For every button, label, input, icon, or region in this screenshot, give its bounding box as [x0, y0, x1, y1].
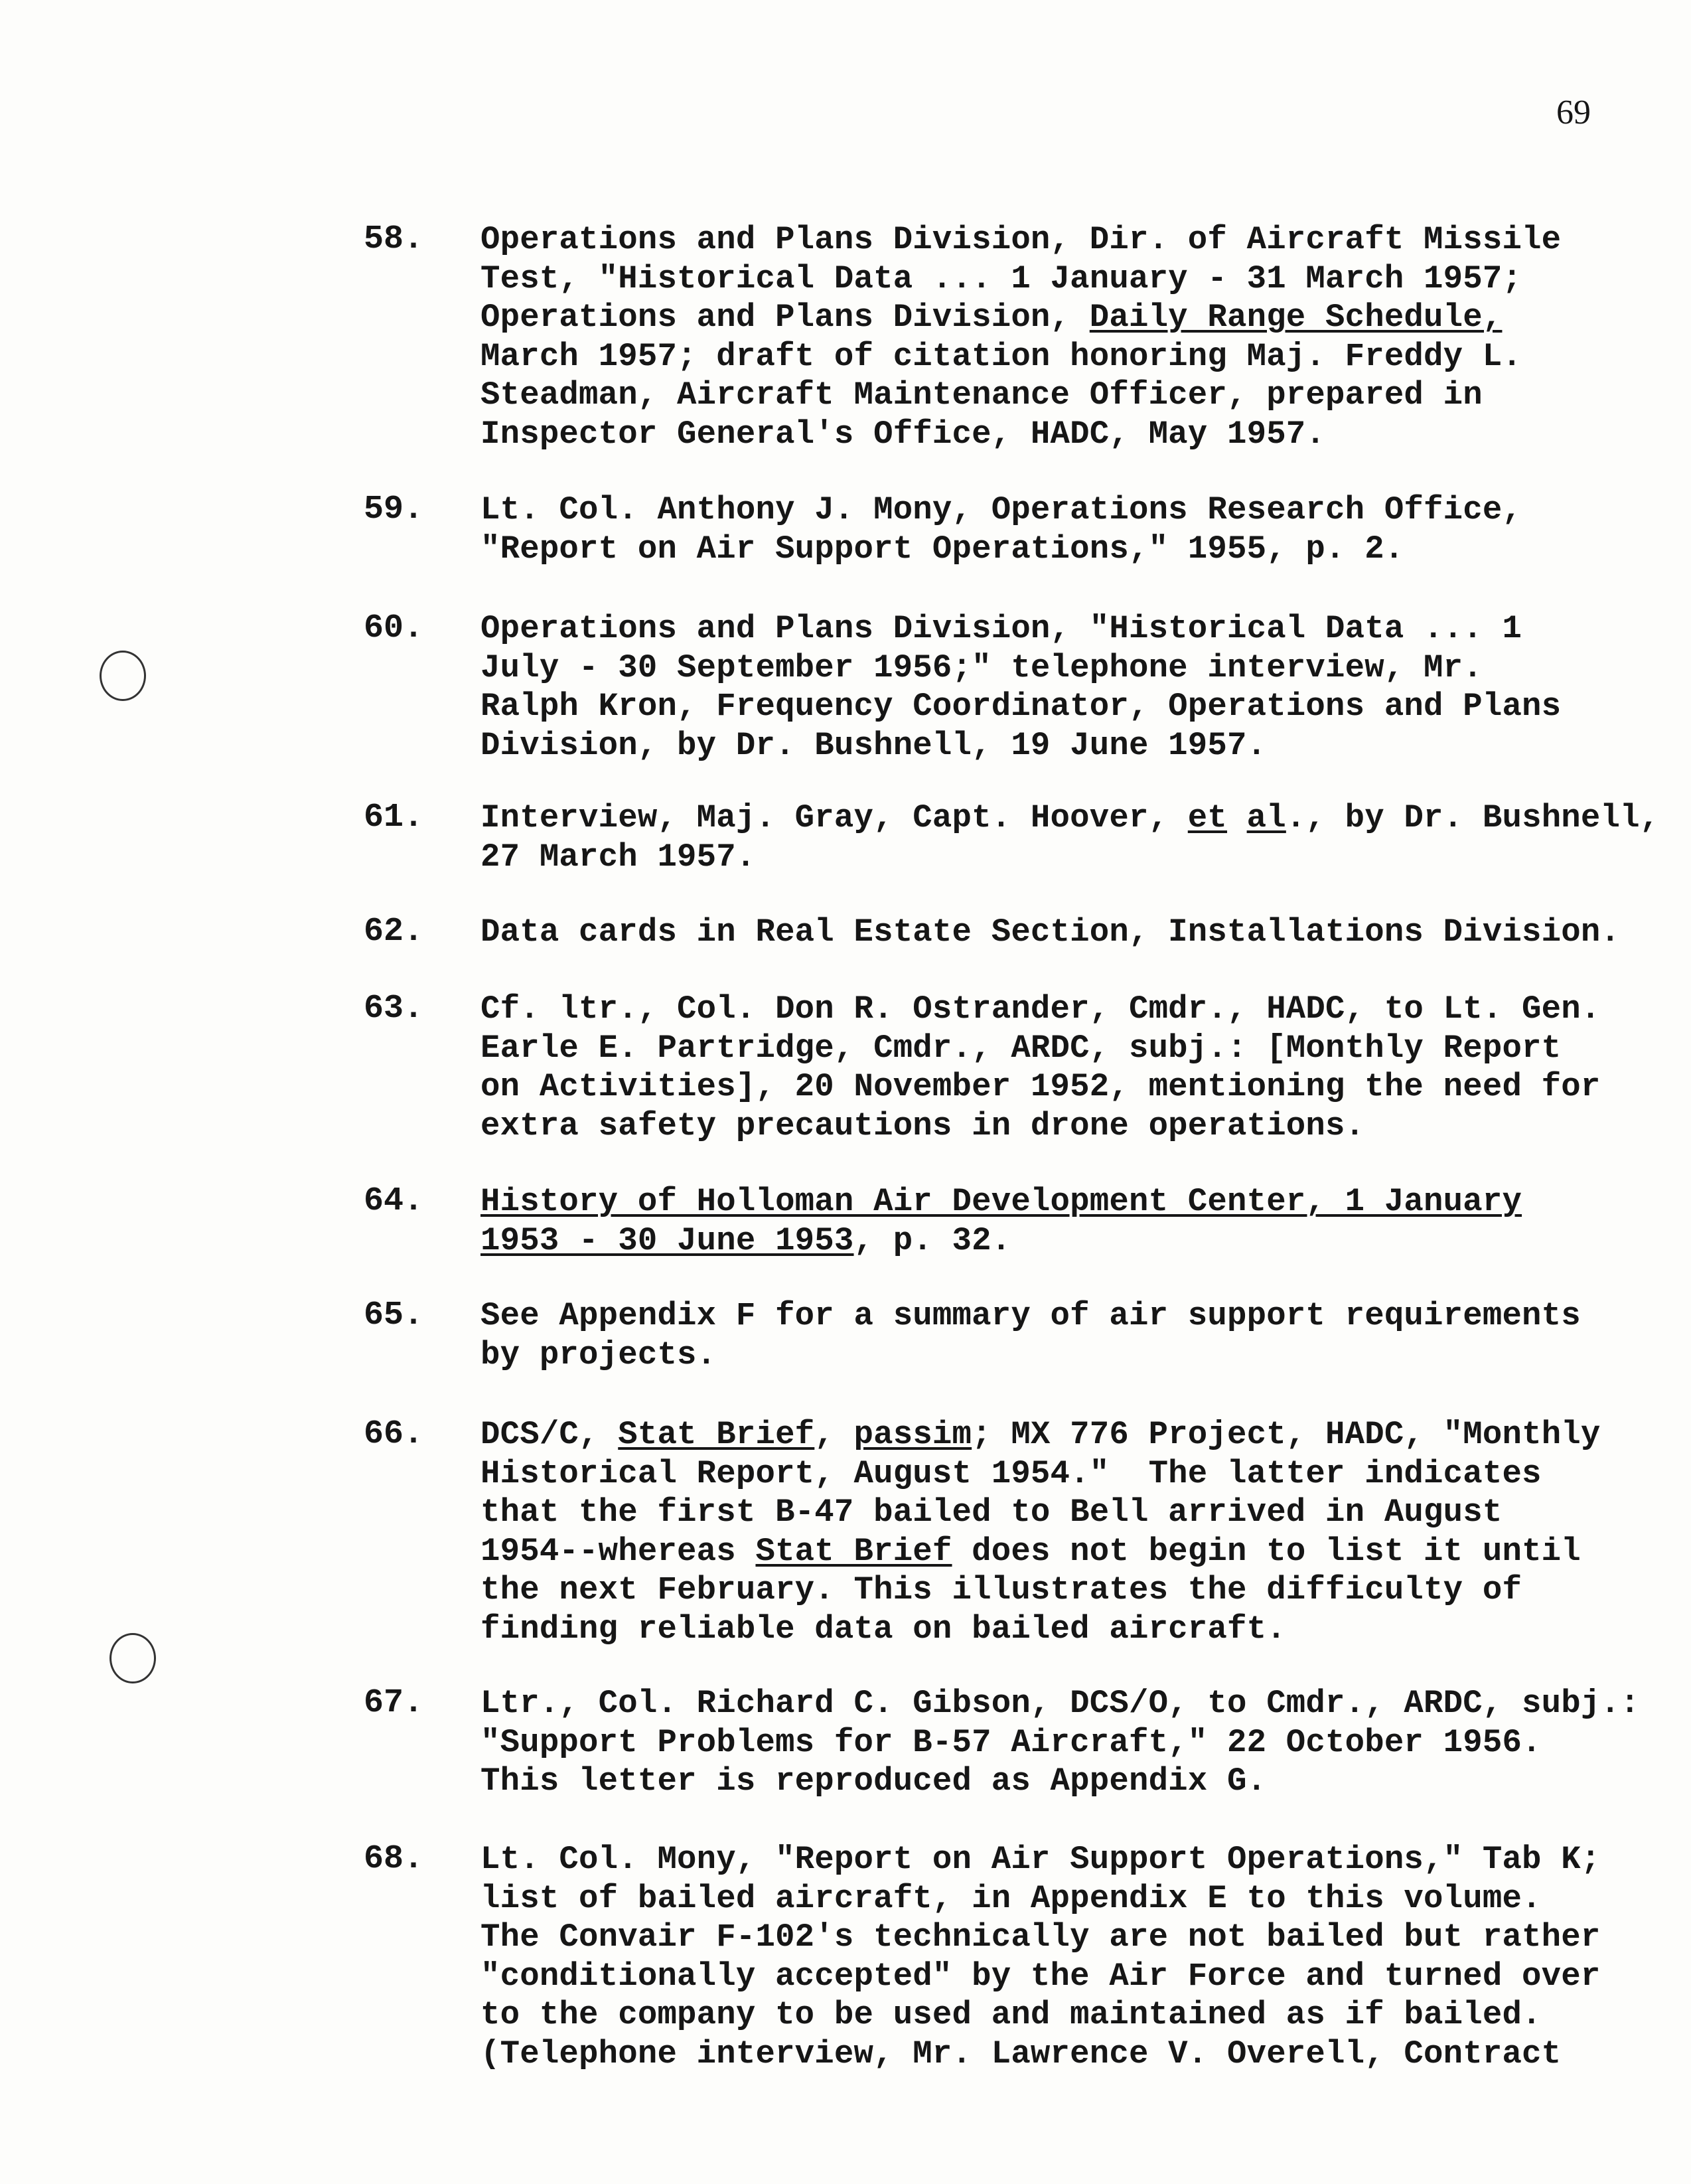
endnote-number: 60. [364, 609, 424, 647]
text-segment: The Convair F-102's technically are not bailed but rather [480, 1918, 1601, 1956]
text-line [480, 990, 1600, 1029]
text-segment: extra safety precautions in drone operations. [480, 1107, 1365, 1144]
text-line [480, 1221, 1522, 1261]
text-segment: Test, "Historical Data ... 1 January - 31 March 1957; [480, 260, 1522, 297]
text-segment: , p. 32. [853, 1221, 1011, 1259]
text-segment: ., by Dr. Bushnell, [1286, 799, 1660, 836]
text-line [480, 298, 1561, 337]
text-segment: Cf. ltr., Col. Don R. Ostrander, Cmdr., HADC, to Lt. Gen. [480, 990, 1601, 1028]
text-segment: Operations and Plans Division, Dir. of Aircraft Missile [480, 221, 1562, 258]
text-segment: Operations and Plans Division, "Historical Data ... 1 [480, 610, 1522, 647]
text-line [480, 687, 1561, 726]
text-line [480, 1571, 1601, 1610]
text-segment: does not begin to list it until [952, 1532, 1581, 1570]
endnote-number: 58. [364, 220, 424, 258]
endnote-number: 65. [364, 1296, 424, 1334]
text-line [480, 1107, 1600, 1146]
text-line [480, 1610, 1601, 1649]
endnote-text [480, 491, 1522, 568]
endnote-text [480, 1182, 1522, 1260]
endnote-number: 64. [364, 1182, 424, 1220]
text-segment: Lt. Col. Anthony J. Mony, Operations Research Office, [480, 491, 1522, 528]
underlined-text: Daily Range Schedule, [1089, 299, 1503, 336]
text-line [480, 726, 1561, 765]
text-segment: on Activities], 20 November 1952, mentioning the need for [480, 1068, 1601, 1105]
text-segment: Data cards in Real Estate Section, Installations Division. [480, 913, 1621, 951]
text-line [480, 1957, 1600, 1996]
text-line [480, 1182, 1522, 1221]
underlined-text: passim [853, 1416, 972, 1453]
underlined-text: Stat Brief [755, 1532, 952, 1570]
text-segment: DCS/C, [480, 1416, 619, 1453]
text-line [480, 376, 1561, 415]
text-segment: Historical Report, August 1954." The latter indicates [480, 1454, 1542, 1492]
text-segment: 1954--whereas [480, 1532, 756, 1570]
text-line [480, 1879, 1600, 1918]
text-line [480, 1840, 1600, 1879]
punch-hole-icon [110, 1633, 156, 1683]
text-line [480, 1918, 1600, 1957]
text-line [480, 337, 1561, 376]
text-segment: See Appendix F for a summary of air support requirements [480, 1297, 1581, 1334]
text-segment: (Telephone interview, Mr. Lawrence V. Overell, Contract [480, 2035, 1562, 2072]
text-segment: the next February. This illustrates the difficulty of [480, 1571, 1522, 1608]
text-segment: ; MX 776 Project, HADC, "Monthly [972, 1416, 1601, 1453]
underlined-text: 1953 - 30 June 1953 [480, 1221, 854, 1259]
text-segment: March 1957; draft of citation honoring Maj. Freddy L. [480, 337, 1522, 375]
text-segment: "Report on Air Support Operations," 1955, p. 2. [480, 530, 1404, 568]
text-line [480, 1684, 1640, 1723]
text-line [480, 1296, 1581, 1336]
underlined-text: History of Holloman Air Development Center, 1 January [480, 1183, 1522, 1220]
text-line [480, 220, 1561, 260]
endnote-number: 62. [364, 913, 424, 951]
text-segment: "conditionally accepted" by the Air Force and turned over [480, 1957, 1601, 1995]
text-segment: Steadman, Aircraft Maintenance Officer, prepared in [480, 376, 1483, 414]
text-line [480, 491, 1522, 530]
text-segment: Ralph Kron, Frequency Coordinator, Operations and Plans [480, 688, 1562, 725]
text-segment: 27 March 1957. [480, 838, 756, 876]
text-line [480, 1029, 1600, 1068]
text-segment: Operations and Plans Division, [480, 299, 1090, 336]
text-line [480, 530, 1522, 569]
punch-hole-icon [100, 651, 146, 701]
endnote-number: 68. [364, 1840, 424, 1878]
endnote-text [480, 1840, 1600, 2073]
text-line [480, 415, 1561, 454]
endnote-number: 61. [364, 799, 424, 836]
endnote-number: 67. [364, 1684, 424, 1722]
endnote-number: 63. [364, 990, 424, 1028]
text-line [480, 1995, 1600, 2035]
text-segment: Inspector General's Office, HADC, May 1957. [480, 415, 1326, 453]
page-number: 69 [1556, 94, 1591, 131]
text-line [480, 1067, 1600, 1107]
text-line [480, 1762, 1640, 1801]
text-segment: that the first B-47 bailed to Bell arrived in August [480, 1494, 1503, 1531]
text-segment: , [814, 1416, 854, 1453]
text-segment: finding reliable data on bailed aircraft. [480, 1610, 1286, 1648]
underlined-text: al [1246, 799, 1286, 836]
underlined-text: et [1187, 799, 1227, 836]
text-line [480, 1723, 1640, 1762]
endnote-number: 66. [364, 1415, 424, 1453]
text-segment: Division, by Dr. Bushnell, 19 June 1957. [480, 726, 1267, 764]
text-line [480, 649, 1561, 688]
endnote-text [480, 609, 1561, 765]
endnote-text [480, 913, 1620, 952]
text-segment: "Support Problems for B-57 Aircraft," 22 October 1956. [480, 1723, 1542, 1761]
text-line [480, 1336, 1581, 1375]
endnote-text [480, 1684, 1640, 1801]
text-line [480, 260, 1561, 299]
text-line [480, 1493, 1601, 1532]
text-segment: Earle E. Partridge, Cmdr., ARDC, subj.: [Monthly Report [480, 1029, 1562, 1067]
text-segment: Interview, Maj. Gray, Capt. Hoover, [480, 799, 1188, 836]
text-segment [1227, 799, 1247, 836]
text-segment: Lt. Col. Mony, "Report on Air Support Operations," Tab K; [480, 1841, 1601, 1878]
text-line [480, 838, 1659, 877]
text-segment: list of bailed aircraft, in Appendix E to this volume. [480, 1879, 1542, 1917]
text-line [480, 2035, 1600, 2074]
text-line [480, 1415, 1601, 1454]
text-line [480, 1532, 1601, 1571]
endnote-text [480, 799, 1659, 876]
text-segment: by projects. [480, 1336, 717, 1373]
endnote-text [480, 1415, 1601, 1648]
text-segment: Ltr., Col. Richard C. Gibson, DCS/O, to Cmdr., ARDC, subj.: [480, 1685, 1640, 1722]
endnote-number: 59. [364, 491, 424, 528]
text-line [480, 1454, 1601, 1494]
endnote-text [480, 990, 1600, 1145]
text-line [480, 913, 1620, 952]
endnote-text [480, 1296, 1581, 1374]
text-line [480, 799, 1659, 838]
text-segment: This letter is reproduced as Appendix G. [480, 1762, 1267, 1800]
text-segment: July - 30 September 1956;" telephone interview, Mr. [480, 649, 1483, 686]
underlined-text: Stat Brief [618, 1416, 815, 1453]
text-line [480, 609, 1561, 649]
text-segment: to the company to be used and maintained as if bailed. [480, 1996, 1542, 2033]
endnote-text [480, 220, 1561, 453]
